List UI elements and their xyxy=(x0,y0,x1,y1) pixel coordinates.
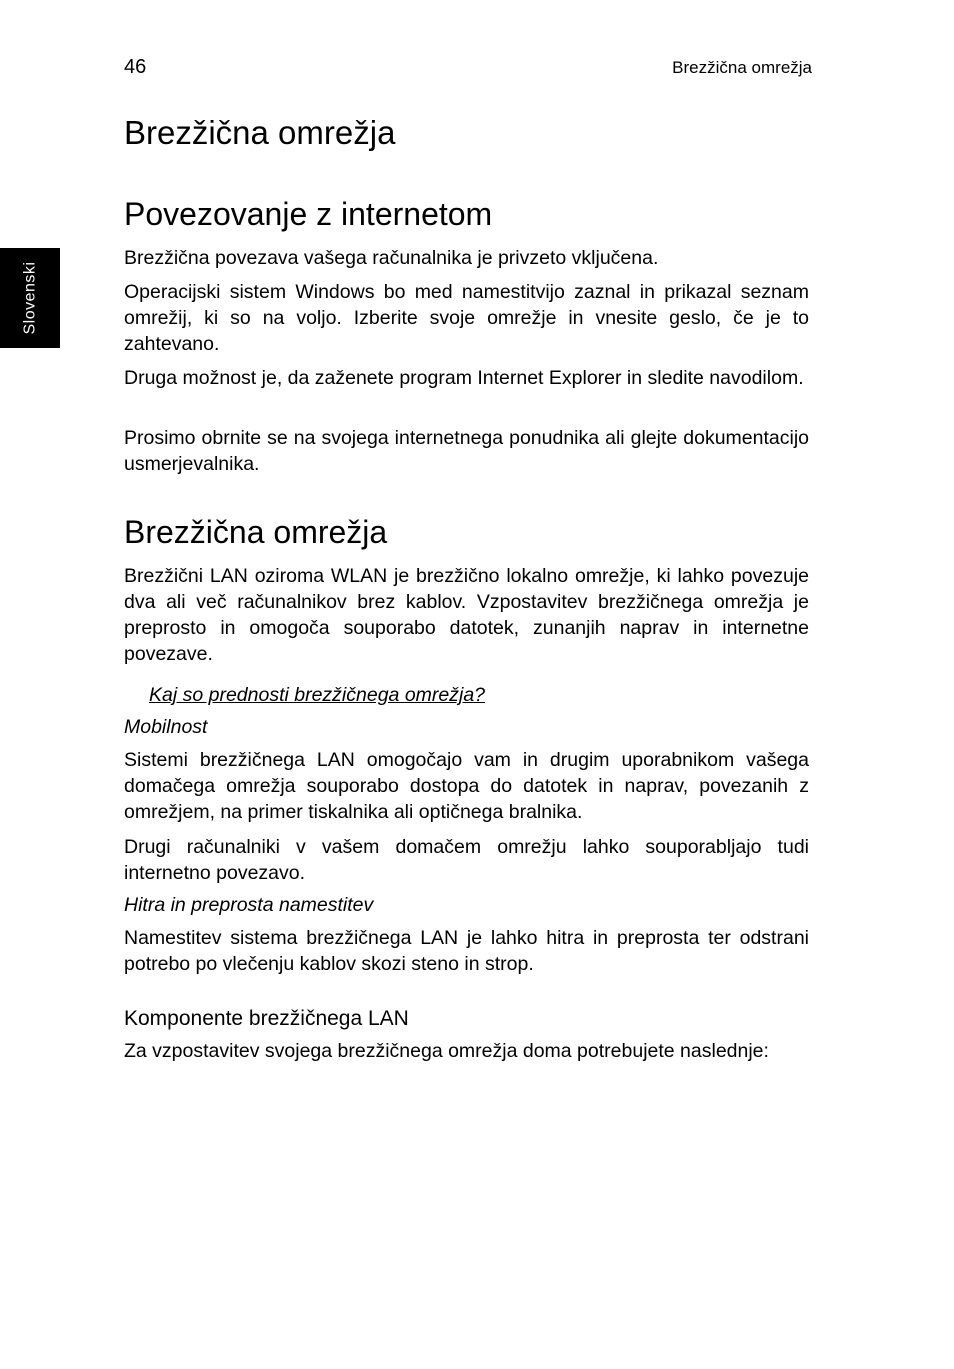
page-title: Brezžična omrežja xyxy=(124,114,396,151)
paragraph: Brezžični LAN oziroma WLAN je brezžično lokalno omrežje, ki lahko povezuje dva ali več računalnikov brez kablov. Vzpostavitev brezžičnega omrežja je preprosto in omogoča souporabo datotek, zunanjih naprav in internetne povezave. xyxy=(124,565,809,665)
paragraph: Druga možnost je, da zaženete program Internet Explorer in sledite navodilom. xyxy=(124,367,804,389)
language-tab-label: Slovenski xyxy=(21,261,39,335)
paragraph: Za vzpostavitev svojega brezžičnega omrežja doma potrebujete naslednje: xyxy=(124,1040,769,1062)
page-number: 46 xyxy=(124,56,147,78)
section-heading-internet: Povezovanje z internetom xyxy=(124,196,493,232)
question-heading: Kaj so prednosti brezžičnega omrežja? xyxy=(149,684,486,706)
paragraph: Drugi računalniki v vašem domačem omrežju lahko souporabljajo tudi internetno povezavo. xyxy=(124,836,809,884)
subheading-installation: Hitra in preprosta namestitev xyxy=(124,894,374,916)
section-heading-components: Komponente brezžičnega LAN xyxy=(124,1007,409,1030)
subheading-mobility: Mobilnost xyxy=(124,716,208,738)
paragraph: Namestitev sistema brezžičnega LAN je lahko hitra in preprosta ter odstrani potrebo po vlečenju kablov skozi steno in strop. xyxy=(124,927,809,975)
paragraph: Operacijski sistem Windows bo med namestitvijo zaznal in prikazal seznam omrežij, ki so na voljo. Izberite svoje omrežje in vnesite geslo, če je to zahtevano. xyxy=(124,281,809,355)
language-tab xyxy=(0,248,60,348)
paragraph: Prosimo obrnite se na svojega internetnega ponudnika ali glejte dokumentacijo usmerjevalnika. xyxy=(124,427,809,475)
running-header: Brezžična omrežja xyxy=(672,58,812,77)
section-heading-wireless: Brezžična omrežja xyxy=(124,514,388,550)
paragraph: Brezžična povezava vašega računalnika je privzeto vključena. xyxy=(124,247,659,269)
paragraph: Sistemi brezžičnega LAN omogočajo vam in drugim uporabnikom vašega domačega omrežja souporabo dostopa do datotek in naprav, povezanih z omrežjem, na primer tiskalnika ali optičnega bralnika. xyxy=(124,749,809,823)
